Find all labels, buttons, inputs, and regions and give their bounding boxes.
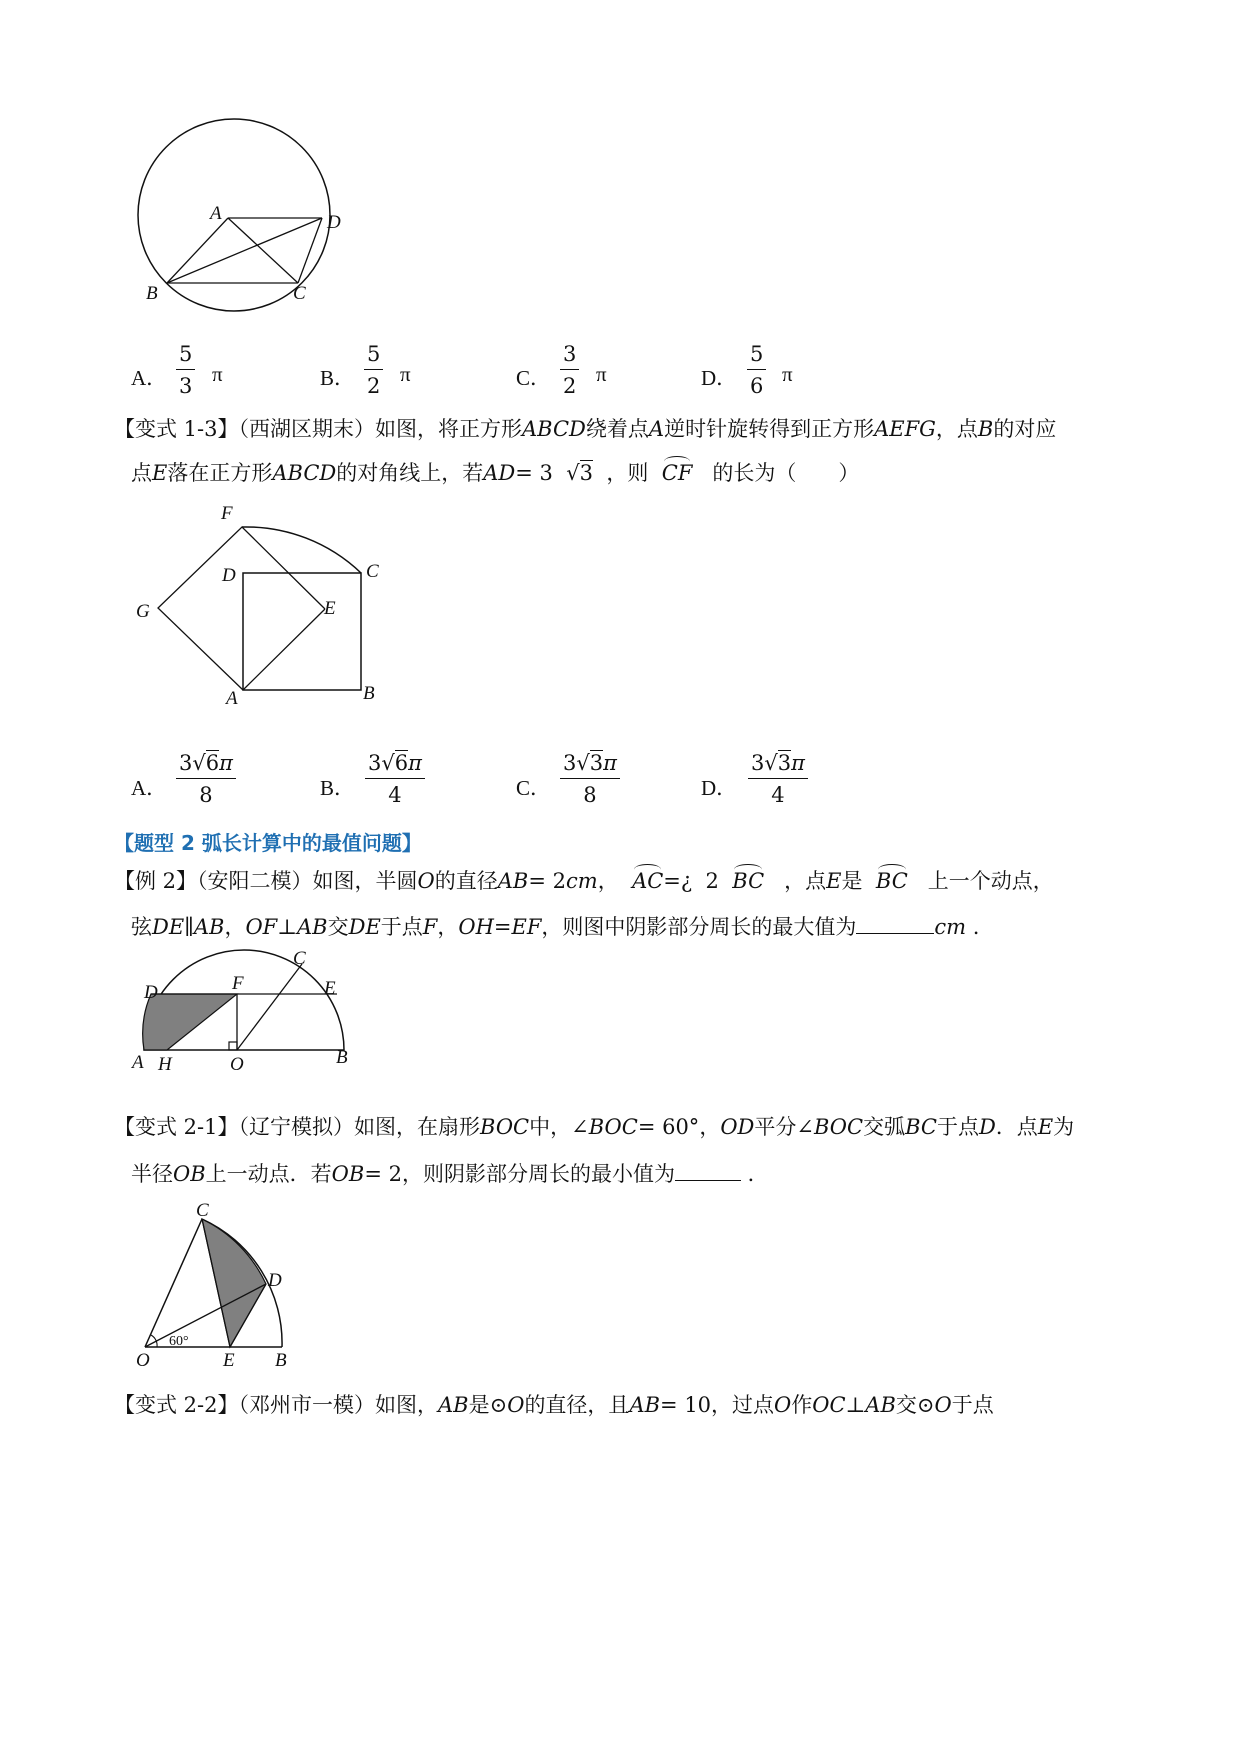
fig1-label-b: B bbox=[146, 283, 158, 304]
option-d-label: D． bbox=[701, 366, 738, 390]
option-a-label: A． bbox=[131, 366, 168, 390]
figure-rotated-squares bbox=[125, 495, 395, 720]
figure-sector bbox=[125, 1195, 315, 1370]
answer-blank[interactable] bbox=[856, 915, 934, 934]
sqrt-symbol: √ bbox=[566, 461, 580, 485]
option-a-fraction: $\frac{5}{3}$ bbox=[176, 344, 195, 397]
fig2-label-d: D bbox=[222, 565, 236, 586]
fig2-label-f: F bbox=[221, 503, 233, 524]
fig3-label-f: F bbox=[232, 973, 244, 994]
fig3-label-b: B bbox=[336, 1047, 348, 1068]
option-d-pi: π bbox=[782, 362, 793, 386]
fig1-label-c: C bbox=[293, 283, 306, 304]
fig2-label-a: A bbox=[226, 688, 238, 709]
figure-semicircle bbox=[125, 943, 365, 1078]
variant-2-1-line-2: 半径OB上一动点．若OB= 2，则阴影部分周长的最小值为 ． bbox=[131, 1162, 769, 1186]
fig4-label-d: D bbox=[268, 1270, 282, 1291]
v13-option-c-label: C． bbox=[516, 776, 552, 800]
fig2-label-g: G bbox=[136, 601, 150, 622]
variant-2-1-line-1: 【变式 2-1】（辽宁模拟）如图，在扇形BOC中，∠BOC= 60°，OD平分∠BOC交弧BC于点D．点E为 bbox=[114, 1115, 1075, 1139]
example-2-line-2: 弦DE∥AB，OF⊥AB交DE于点F，OH=EF，则图中阴影部分周长的最大值为 cm . bbox=[131, 915, 980, 939]
option-c-pi: π bbox=[596, 362, 607, 386]
fig4-label-o: O bbox=[136, 1350, 150, 1370]
fig3-label-d: D bbox=[144, 982, 158, 1003]
fig3-label-o: O bbox=[230, 1054, 244, 1075]
section-heading-type-2: 【题型 2 弧长计算中的最值问题】 bbox=[114, 831, 422, 855]
fig4-label-b: B bbox=[275, 1350, 287, 1370]
v13-option-a-fraction: $\frac{3√6\pi}{8}$ bbox=[176, 753, 236, 806]
fig1-label-d: D bbox=[327, 212, 341, 233]
option-b-fraction: $\frac{5}{2}$ bbox=[364, 344, 383, 397]
v13-option-a-label: A． bbox=[131, 776, 168, 800]
fig3-label-h: H bbox=[158, 1054, 172, 1075]
fig4-label-e: E bbox=[223, 1350, 235, 1370]
option-b-label: B． bbox=[320, 366, 356, 390]
answer-blank-2[interactable] bbox=[675, 1162, 741, 1181]
fig2-label-b: B bbox=[363, 683, 375, 704]
fig4-label-angle: 60° bbox=[169, 1334, 189, 1349]
variant-1-3-line-1: 【变式 1-3】（西湖区期末）如图，将正方形ABCD绕着点A逆时针旋转得到正方形AEFG，点B的对应 bbox=[114, 417, 1057, 441]
fig2-label-e: E bbox=[324, 598, 336, 619]
fig4-label-c: C bbox=[196, 1200, 209, 1221]
option-d-fraction: $\frac{5}{6}$ bbox=[747, 344, 766, 397]
example-2-line-1: 【例 2】（安阳二模）如图，半圆O的直径AB= 2cm， AC=¿ 2 BC ，点E是 BC 上一个动点， bbox=[114, 869, 1054, 893]
fig2-label-c: C bbox=[366, 561, 379, 582]
option-c-label: C． bbox=[516, 366, 552, 390]
v13-option-b-fraction: $\frac{3√6\pi}{4}$ bbox=[365, 753, 425, 806]
v13-option-b-label: B． bbox=[320, 776, 356, 800]
v13-option-d-fraction: $\frac{3√3\pi}{4}$ bbox=[748, 753, 808, 806]
figure-circle-abcd bbox=[130, 95, 370, 335]
fig3-label-e: E bbox=[324, 978, 336, 999]
fig3-label-c: C bbox=[293, 948, 306, 969]
variant-2-2-line-1: 【变式 2-2】（邓州市一模）如图，AB是⊙O的直径，且AB= 10，过点O作OC⊥AB交⊙O于点 bbox=[114, 1393, 994, 1417]
fig1-label-a: A bbox=[210, 203, 222, 224]
variant-1-3-line-2: 点E落在正方形ABCD的对角线上，若AD= 3 √3 ，则 CF 的长为（ ） bbox=[131, 461, 860, 485]
option-a-pi: π bbox=[212, 362, 223, 386]
v13-option-d-label: D． bbox=[701, 776, 738, 800]
v13-option-c-fraction: $\frac{3√3\pi}{8}$ bbox=[560, 753, 620, 806]
option-b-pi: π bbox=[400, 362, 411, 386]
option-c-fraction: $\frac{3}{2}$ bbox=[560, 344, 579, 397]
fig3-label-a: A bbox=[132, 1052, 144, 1073]
